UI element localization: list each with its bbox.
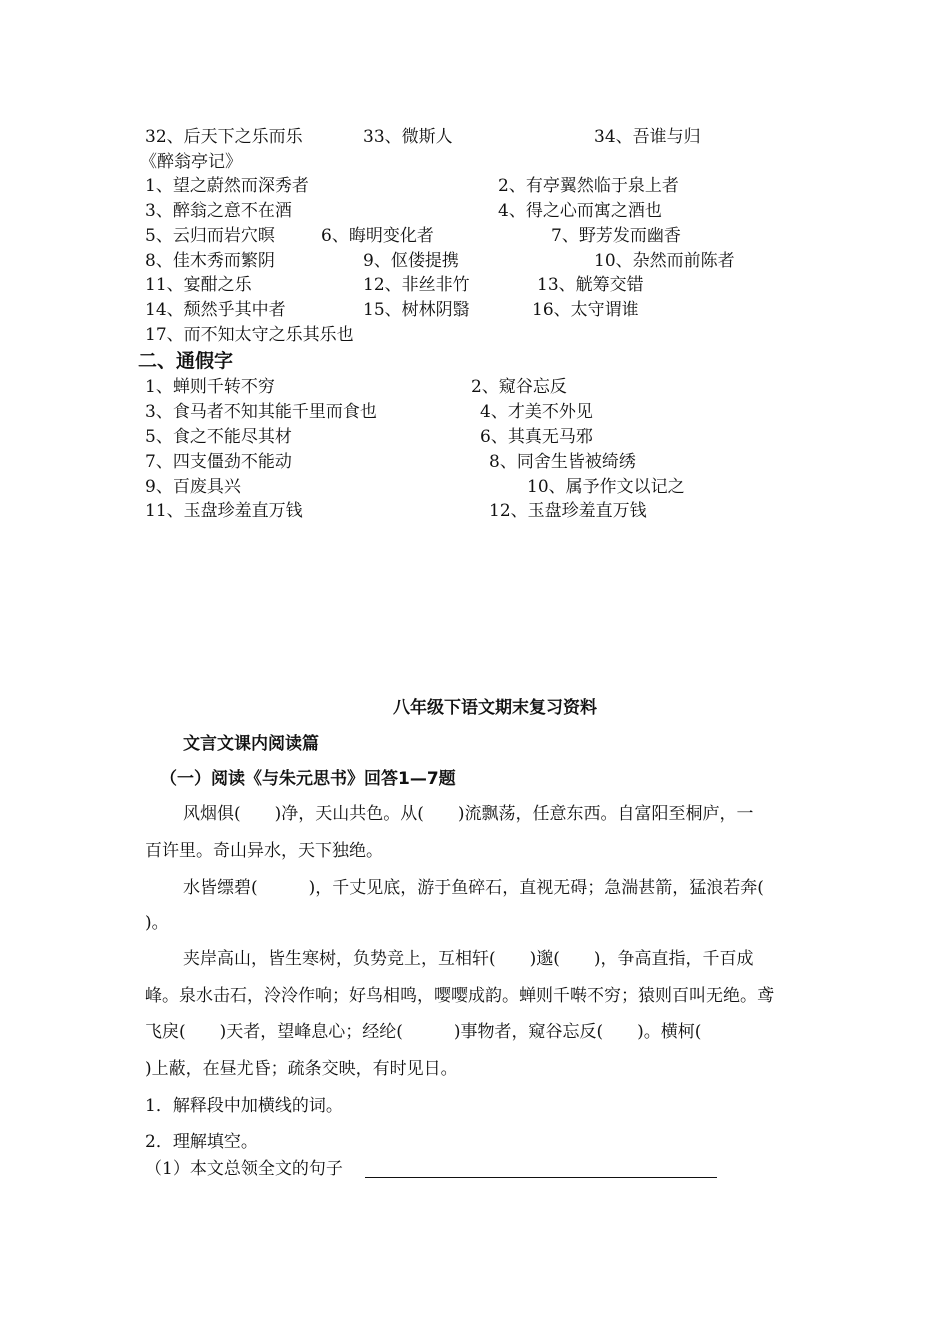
- zuiweng-item: 11、宴酣之乐: [145, 275, 252, 295]
- zuiweng-item: 9、伛偻提携: [363, 251, 459, 271]
- tongjia-item: 1、蝉则千转不穷: [145, 377, 275, 397]
- zuiweng-item: 4、得之心而寓之酒也: [498, 201, 662, 221]
- passage-line: 夹岸高山，皆生寒树，负势竞上，互相轩( )邈( )，争高直指，千百成: [183, 949, 754, 969]
- tongjia-item: 7、四支僵劲不能动: [145, 452, 292, 472]
- passage-line: )上蔽，在昼尤昏；疏条交映，有时见日。: [145, 1059, 458, 1079]
- tongjia-item: 8、同舍生皆被绮绣: [489, 452, 636, 472]
- tongjia-item: 10、属予作文以记之: [527, 477, 685, 497]
- tongjia-item: 5、食之不能尽其材: [145, 427, 292, 447]
- review-section-label: （一）阅读《与朱元思书》回答1—7题: [160, 769, 456, 789]
- question-1: 1．解释段中加横线的词。: [145, 1096, 343, 1116]
- question-2: 2．理解填空。: [145, 1132, 258, 1152]
- zuiweng-item: 16、太守谓谁: [532, 300, 639, 320]
- zuiweng-item: 5、云归而岩穴暝: [145, 226, 275, 246]
- tongjia-item: 4、才美不外见: [480, 402, 593, 422]
- item-33: 33、微斯人: [363, 127, 453, 147]
- zuiweng-item: 14、颓然乎其中者: [145, 300, 286, 320]
- passage-line: 峰。泉水击石，泠泠作响；好鸟相鸣，嘤嘤成韵。蝉则千啭不穷；猿则百叫无绝。鸢: [145, 986, 774, 1006]
- zuiweng-item: 8、佳木秀而繁阴: [145, 251, 275, 271]
- tongjia-item: 3、食马者不知其能千里而食也: [145, 402, 377, 422]
- passage-line: 风烟俱( )净，天山共色。从( )流飘荡，任意东西。自富阳至桐庐，一: [183, 804, 754, 824]
- zuiweng-item: 15、树林阴翳: [363, 300, 470, 320]
- passage-line: 水皆缥碧( )，千丈见底，游于鱼碎石，直视无碍；急湍甚箭，猛浪若奔(: [183, 878, 764, 898]
- item-32: 32、后天下之乐而乐: [145, 127, 303, 147]
- zuiweng-item: 2、有亭翼然临于泉上者: [498, 176, 679, 196]
- tongjia-item: 12、玉盘珍羞直万钱: [489, 501, 647, 521]
- zuiweng-item: 7、野芳发而幽香: [551, 226, 681, 246]
- zuiweng-item: 12、非丝非竹: [363, 275, 470, 295]
- item-34: 34、吾谁与归: [594, 127, 701, 147]
- zuiweng-item: 17、而不知太守之乐其乐也: [145, 325, 354, 345]
- zuiweng-item: 10、杂然而前陈者: [594, 251, 735, 271]
- tongjia-item: 6、其真无马邪: [480, 427, 593, 447]
- passage-line: )。: [145, 913, 169, 933]
- zuiweng-item: 6、晦明变化者: [321, 226, 434, 246]
- passage-line: 百许里。奇山异水，天下独绝。: [145, 841, 383, 861]
- tongjia-item: 11、玉盘珍羞直万钱: [145, 501, 303, 521]
- answer-blank-line[interactable]: [365, 1177, 717, 1178]
- tongjia-item: 9、百废具兴: [145, 477, 241, 497]
- tongjia-heading: 二、通假字: [138, 350, 234, 372]
- question-2-1: （1）本文总领全文的句子: [145, 1159, 343, 1179]
- tongjia-item: 2、窥谷忘反: [471, 377, 567, 397]
- review-subtitle: 文言文课内阅读篇: [183, 734, 319, 754]
- zuiweng-heading: 《醉翁亭记》: [140, 152, 242, 172]
- zuiweng-item: 13、觥筹交错: [537, 275, 644, 295]
- zuiweng-item: 3、醉翁之意不在酒: [145, 201, 292, 221]
- passage-line: 飞戾( )天者，望峰息心；经纶( )事物者，窥谷忘反( )。横柯(: [145, 1022, 702, 1042]
- zuiweng-item: 1、望之蔚然而深秀者: [145, 176, 309, 196]
- review-title: 八年级下语文期末复习资料: [393, 698, 597, 718]
